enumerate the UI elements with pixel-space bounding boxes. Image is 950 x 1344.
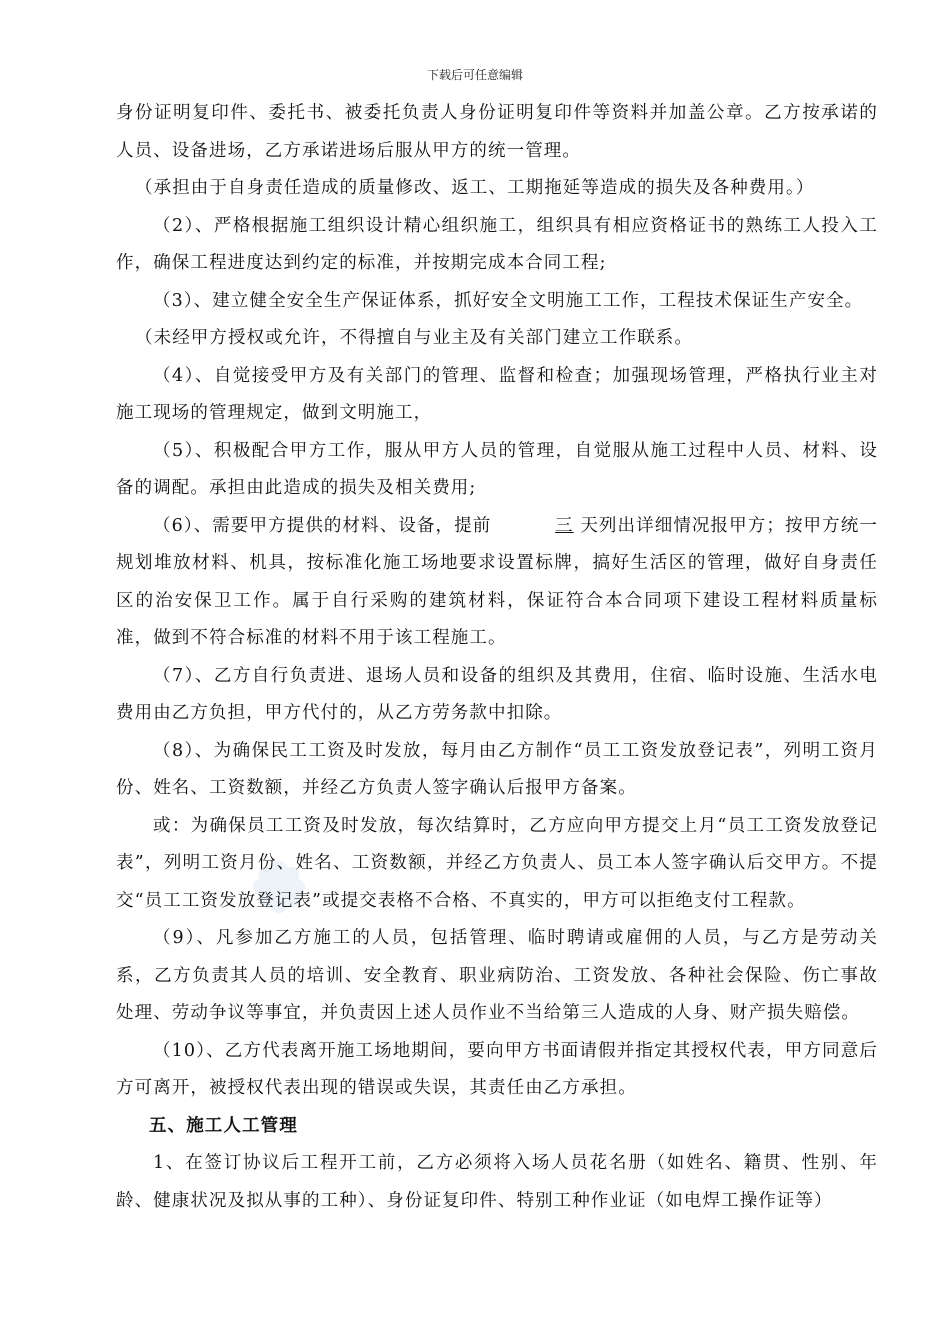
section-heading-5: 五、施工人工管理: [149, 1115, 298, 1136]
paragraph-authorization-note: （未经甲方授权或允许，不得擅自与业主及有关部门建立工作联系。: [135, 328, 693, 348]
item-6-text-after: 天列出详细情况报甲方；按甲方统一规划堆放材料、机具，按标准化施工场地要求设置标牌，搞好生活区的管理，做好自身责任区的治安保卫工作。属于自行采购的建筑材料，保证符合本合同项下建设工程材料质量标准，做到不符合标准的材料不用于该工程施工。: [116, 515, 878, 648]
paragraph-section-5-item-1: 1、在签订协议后工程开工前，乙方必须将入场人员花名册（如姓名、籍贯、性别、年龄、健康状况及拟从事的工种）、身份证复印件、特别工种作业证（如电焊工操作证等）: [116, 1153, 878, 1211]
document-body: [116, 95, 878, 1220]
paragraph-alternative: 或：为确保员工工资及时发放，每次结算时，乙方应向甲方提交上月“员工工资发放登记表”，列明工资月份、姓名、工资数额，并经乙方负责人、员工本人签字确认后交甲方。不提交“员工工资发放登记表”或提交表格不合格、不真实的，甲方可以拒绝支付工程款。: [116, 815, 878, 911]
paragraph-item-5: （5）、积极配合甲方工作，服从甲方人员的管理，自觉服从施工过程中人员、材料、设备的调配。承担由此造成的损失及相关费用;: [116, 440, 878, 498]
paragraph-item-9: （9）、凡参加乙方施工的人员，包括管理、临时聘请或雇佣的人员，与乙方是劳动关系，乙方负责其人员的培训、安全教育、职业病防治、工资发放、各种社会保险、伤亡事故处理、劳动争议等事宜，并负责因上述人员作业不当给第三人造成的人身、财产损失赔偿。: [116, 928, 878, 1023]
paragraph-liability-note: （承担由于自身责任造成的质量修改、返工、工期拖延等造成的损失及各种费用。）: [135, 178, 815, 198]
paragraph-item-10: （10）、乙方代表离开施工场地期间，要向甲方书面请假并指定其授权代表，甲方同意后方可离开，被授权代表出现的错误或失误，其责任由乙方承担。: [116, 1040, 878, 1098]
days-blank-field: 三: [555, 515, 574, 536]
paragraph-item-6: [116, 508, 878, 658]
paragraph-item-8: （8）、为确保民工工资及时发放，每月由乙方制作“员工工资发放登记表”，列明工资月份、姓名、工资数额，并经乙方负责人签字确认后报甲方备案。: [116, 740, 878, 798]
item-6-text-before: （6）、需要甲方提供的材料、设备，提前: [153, 515, 492, 536]
paragraph-item-3: （3）、建立健全安全生产保证体系，抓好安全文明施工工作，工程技术保证生产安全。: [153, 290, 864, 311]
paragraph-item-2: （2）、严格根据施工组织设计精心组织施工，组织具有相应资格证书的熟练工人投入工作，确保工程进度达到约定的标准，并按期完成本合同工程;: [116, 215, 878, 273]
paragraph-item-4: （4）、自觉接受甲方及有关部门的管理、监督和检查；加强现场管理，严格执行业主对施工现场的管理规定，做到文明施工，: [116, 365, 878, 423]
page-header: 下载后可任意编辑: [426, 68, 523, 82]
paragraph-continuation: 身份证明复印件、委托书、被委托负责人身份证明复印件等资料并加盖公章。乙方按承诺的人员、设备进场，乙方承诺进场后服从甲方的统一管理。: [116, 103, 878, 161]
paragraph-item-7: （7）、乙方自行负责进、退场人员和设备的组织及其费用，住宿、临时设施、生活水电费用由乙方负担，甲方代付的，从乙方劳务款中扣除。: [116, 665, 878, 723]
